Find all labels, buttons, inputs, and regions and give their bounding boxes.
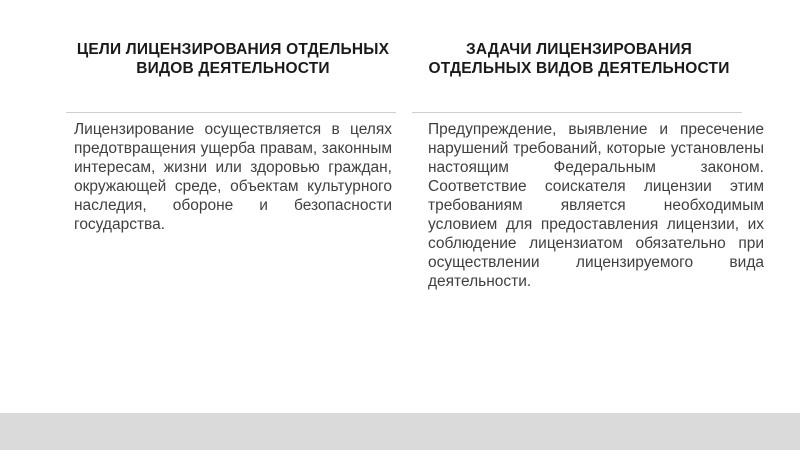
goals-text: Лицензирование осуществляется в целях предотвращения ущерба правам, законным интересам, жизни или здоровью граждан, окружающей среде, объектам культурного наследия, обороне и безопасности государства. bbox=[74, 121, 392, 233]
goals-heading: ЦЕЛИ ЛИЦЕНЗИРОВАНИЯ ОТДЕЛЬНЫХ ВИДОВ ДЕЯТЕЛЬНОСТИ bbox=[76, 41, 390, 77]
tasks-text: Предупреждение, выявление и пресечение нарушений требований, которые установлены настоящим Федеральным законом. Соответствие соискателя лицензии этим требованиям является необходимым условием для предоставления лицензии, их соблюдение лицензиатом обязательно при осуществлении лицензируемого вида деятельности. bbox=[428, 121, 764, 290]
tasks-divider bbox=[412, 112, 742, 113]
tasks-heading: ЗАДАЧИ ЛИЦЕНЗИРОВАНИЯ ОТДЕЛЬНЫХ ВИДОВ ДЕЯТЕЛЬНОСТИ bbox=[428, 41, 730, 77]
footer-bar bbox=[0, 413, 800, 450]
goals-divider bbox=[66, 112, 396, 113]
